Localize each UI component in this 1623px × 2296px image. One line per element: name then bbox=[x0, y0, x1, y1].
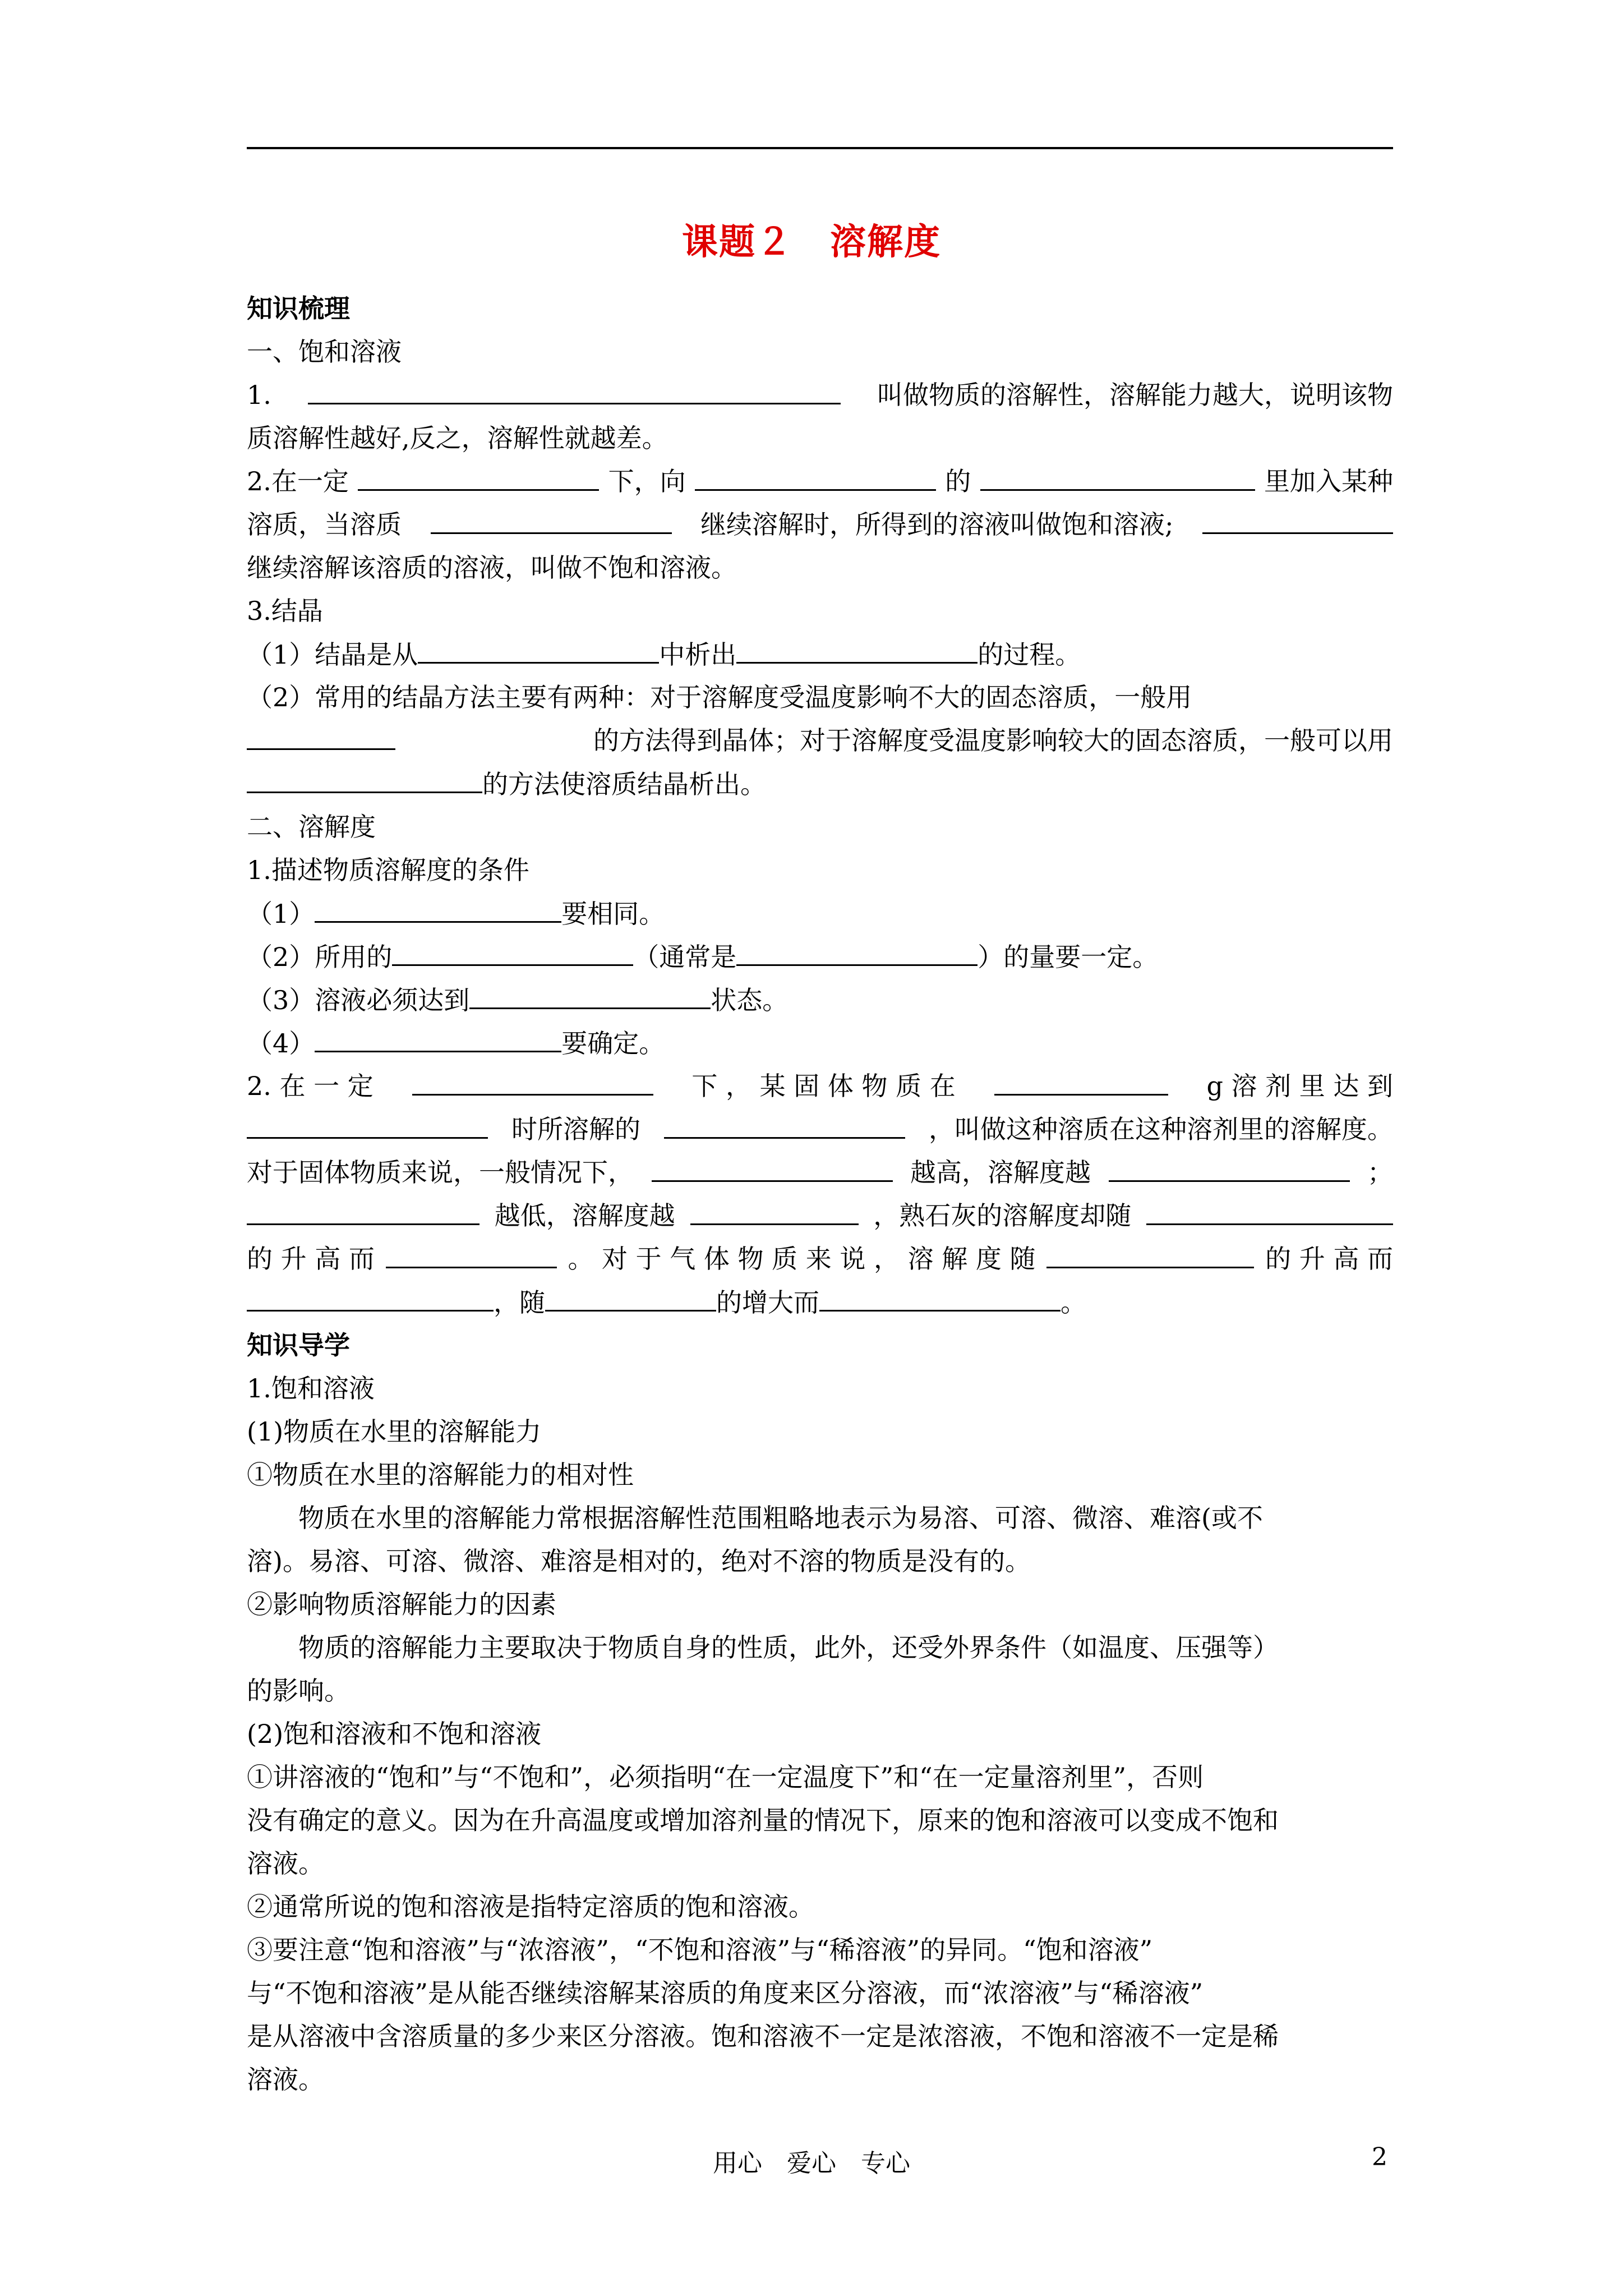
fill-blank bbox=[247, 1281, 494, 1312]
page-number: 2 bbox=[1372, 2143, 1387, 2171]
text-line: (1)物质在水里的溶解能力 bbox=[247, 1416, 542, 1447]
fill-blank bbox=[308, 374, 841, 404]
subsection-heading: 一、饱和溶液 bbox=[247, 337, 402, 367]
fill-blank bbox=[247, 762, 482, 793]
fill-blank bbox=[247, 719, 395, 750]
fill-blank bbox=[1146, 1194, 1393, 1225]
fill-blank bbox=[695, 460, 936, 491]
page-title: 课题２ 溶解度 bbox=[682, 221, 941, 263]
text-line: 3.结晶 bbox=[247, 596, 323, 626]
fill-blank bbox=[418, 633, 659, 664]
text-line: ①物质在水里的溶解能力的相对性 bbox=[247, 1460, 634, 1490]
text-line: 2.在一定 下，向 的 里加入某种 bbox=[247, 460, 1393, 503]
text-line: 溶质，当溶质 继续溶解时，所得到的溶液叫做饱和溶液; bbox=[247, 503, 1393, 546]
fill-blank bbox=[247, 1194, 479, 1225]
fill-blank bbox=[994, 1065, 1168, 1096]
fill-blank bbox=[315, 892, 561, 923]
text-line: ①讲溶液的“饱和”与“不饱和”，必须指明“在一定温度下”和“在一定量溶剂里”，否则 bbox=[247, 1762, 1204, 1792]
text-line: （2）所用的 （通常是 ）的量要一定。 bbox=[247, 935, 1393, 978]
text-line: （3）溶液必须达到 状态。 bbox=[247, 978, 1393, 1022]
text-line: 1.描述物质溶解度的条件 bbox=[247, 855, 529, 885]
text-line: 质溶解性越好,反之，溶解性就越差。 bbox=[247, 423, 668, 453]
text-line: 的方法使溶质结晶析出。 bbox=[247, 762, 1393, 806]
text-line: 的影响。 bbox=[247, 1676, 350, 1706]
text-line: 溶液。 bbox=[247, 1848, 324, 1879]
text-line: 越低，溶解度越 ，熟石灰的溶解度却随 bbox=[247, 1194, 1393, 1237]
footer-text: 用心 爱心 专心 bbox=[713, 2149, 910, 2178]
section-heading: 知识梳理 bbox=[247, 293, 350, 324]
fill-blank bbox=[980, 460, 1255, 491]
fill-blank bbox=[1109, 1151, 1350, 1182]
text-line: 的方法得到晶体；对于溶解度受温度影响较大的固态溶质，一般可以用 bbox=[247, 719, 1393, 762]
text-line: 1. 叫做物质的溶解性，溶解能力越大，说明该物 bbox=[247, 374, 1393, 417]
fill-blank bbox=[247, 1108, 488, 1139]
fill-blank bbox=[1046, 1237, 1254, 1268]
text-line: 1.饱和溶液 bbox=[247, 1373, 375, 1404]
fill-blank bbox=[819, 1281, 1061, 1312]
fill-blank bbox=[469, 978, 711, 1009]
document-body bbox=[247, 287, 1393, 2101]
text-line: 对于固体物质来说，一般情况下， 越高，溶解度越 ； bbox=[247, 1151, 1393, 1194]
text-line: ③要注意“饱和溶液”与“浓溶液”，“不饱和溶液”与“稀溶液”的异同。“饱和溶液” bbox=[247, 1935, 1153, 1965]
fill-blank bbox=[431, 503, 672, 534]
section-heading: 知识导学 bbox=[247, 1330, 350, 1360]
text-line: （2）常用的结晶方法主要有两种：对于溶解度受温度影响不大的固态溶质，一般用 bbox=[247, 682, 1192, 712]
header-rule bbox=[247, 147, 1393, 149]
text-line: 的 升 高 而 。 对 于 气 体 物 质 来 说 ， 溶 解 度 随 的 升 高 而 bbox=[247, 1237, 1393, 1281]
text-line: 与“不饱和溶液”是从能否继续溶解某溶质的角度来区分溶液，而“浓溶液”与“稀溶液” bbox=[247, 1978, 1204, 2008]
text-line: 没有确定的意义。因为在升高温度或增加溶剂量的情况下，原来的饱和溶液可以变成不饱和 bbox=[247, 1805, 1279, 1835]
fill-blank bbox=[386, 1237, 557, 1268]
text-line: 是从溶液中含溶质量的多少来区分溶液。饱和溶液不一定是浓溶液，不饱和溶液不一定是稀 bbox=[247, 2021, 1279, 2051]
fill-blank bbox=[690, 1194, 859, 1225]
text-line: (2)饱和溶液和不饱和溶液 bbox=[247, 1719, 542, 1749]
fill-blank bbox=[664, 1108, 905, 1139]
text-line: 继续溶解该溶质的溶液，叫做不饱和溶液。 bbox=[247, 553, 737, 583]
fill-blank bbox=[736, 633, 978, 664]
text-line: ，随 的增大而 。 bbox=[247, 1281, 1393, 1324]
text-line: 溶)。易溶、可溶、微溶、难溶是相对的，绝对不溶的物质是没有的。 bbox=[247, 1546, 1031, 1576]
fill-blank bbox=[358, 460, 599, 491]
fill-blank bbox=[392, 935, 633, 966]
fill-blank bbox=[315, 1022, 561, 1052]
text-line: （4） 要确定。 bbox=[247, 1022, 1393, 1065]
fill-blank bbox=[736, 935, 978, 966]
fill-blank bbox=[652, 1151, 893, 1182]
subsection-heading: 二、溶解度 bbox=[247, 812, 376, 842]
text-line: 物质的溶解能力主要取决于物质自身的性质，此外，还受外界条件（如温度、压强等） bbox=[298, 1632, 1279, 1663]
text-line: 时所溶解的 ，叫做这种溶质在这种溶剂里的溶解度。 bbox=[247, 1108, 1393, 1151]
text-line: ②影响物质溶解能力的因素 bbox=[247, 1589, 556, 1619]
text-line: 溶液。 bbox=[247, 2064, 324, 2095]
text-line: 2. 在 一 定 下 ， 某 固 体 物 质 在 g 溶 剂 里 达 到 bbox=[247, 1065, 1393, 1108]
fill-blank bbox=[545, 1281, 716, 1312]
text-line: （1）结晶是从 中析出 的过程。 bbox=[247, 633, 1393, 676]
fill-blank bbox=[412, 1065, 653, 1096]
text-line: ②通常所说的饱和溶液是指特定溶质的饱和溶液。 bbox=[247, 1892, 814, 1922]
text-line: （1） 要相同。 bbox=[247, 892, 1393, 935]
text-line: 物质在水里的溶解能力常根据溶解性范围粗略地表示为易溶、可溶、微溶、难溶(或不 bbox=[298, 1503, 1263, 1533]
fill-blank bbox=[1202, 503, 1393, 534]
